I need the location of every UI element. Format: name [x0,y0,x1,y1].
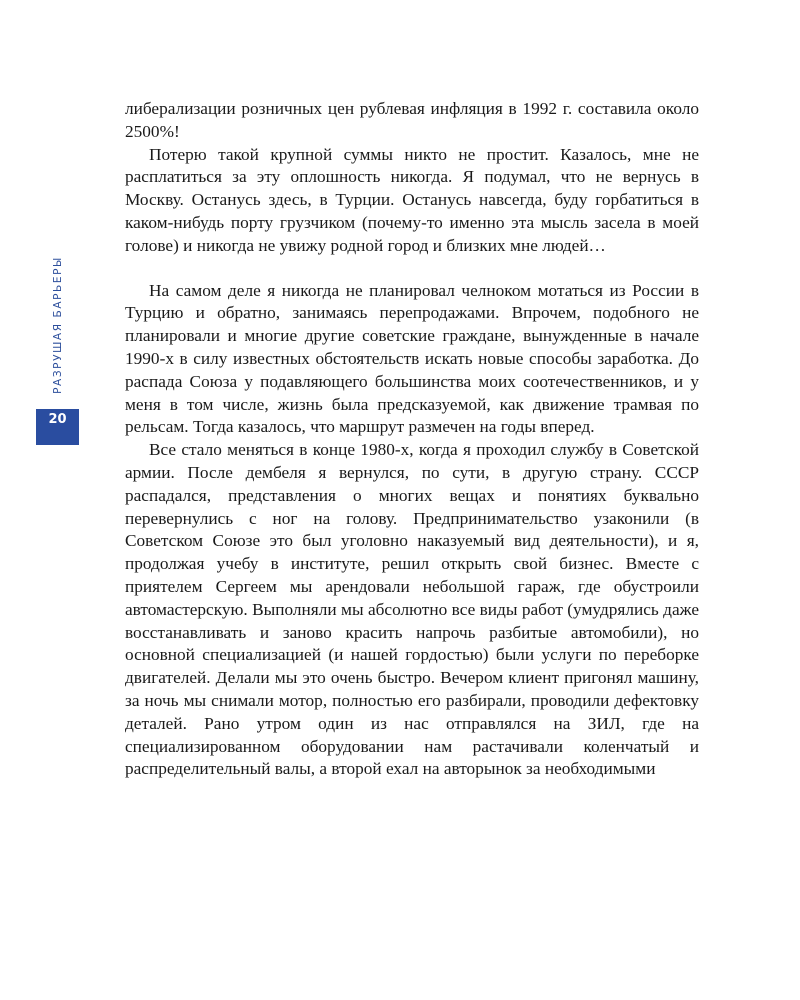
paragraph: Все стало меняться в конце 1980-х, когда я проходил службу в Советской армии. После дембеля я вернулся, по сути, в другую страну. СССР распадался, представления о многих вещах и понятиях буквально перевернулись с ног на голову. Предпринимательство узаконили (в Советском Союзе это был уголовно наказуемый вид деятельности), и я, продолжая учебу в институте, решил открыть свой бизнес. Вместе с приятелем Сергеем мы арендовали небольшой гараж, где обустроили автомастерскую. Выполняли мы абсолютно все виды работ (умудрялись даже восстанавливать и заново красить напрочь разбитые автомобили), но основной специализацией (и нашей гордостью) были услуги по переборке двигателей. Делали мы это очень быстро. Вечером клиент пригонял машину, за ночь мы снимали мотор, полностью его разбирали, проводили дефектовку деталей. Рано утром один из нас отправлялся на ЗИЛ, где на специализированном оборудовании нам растачивали коленчатый и распределительный валы, а второй ехал на авторынок за необходимыми [125,440,699,779]
body-text [125,98,699,781]
running-section-title [48,250,68,400]
paragraph-continued: либерализации розничных цен рублевая инфляция в 1992 г. составила около 2500%! [125,99,699,141]
section-title-text: РАЗРУШАЯ БАРЬЕРЫ [52,256,64,394]
paragraph: На самом деле я никогда не планировал челноком мотаться из России в Турцию и обратно, занимаясь перепродажами. Впрочем, подобного не планировали и многие другие советские граждане, вынужденные в начале 1990-х в силу известных обстоятельств искать новые способы заработка. До распада Союза у подавляющего большинства моих соотечественников, и у меня в том числе, жизнь была предсказуемой, как движение трамвая по рельсам. Тогда казалось, что маршрут размечен на годы вперед. [125,280,699,437]
paragraph: Потерю такой крупной суммы никто не простит. Казалось, мне не расплатиться за эту оплошность никогда. Я подумал, что не вернусь в Москву. Останусь здесь, в Турции. Останусь навсегда, буду горбатиться в каком-нибудь порту грузчиком (почему-то именно эта мысль засела в моей голове) и никогда не увижу родной город и близких мне людей… [125,144,699,255]
page-number-badge [36,409,79,445]
page-number: 20 [48,412,67,427]
